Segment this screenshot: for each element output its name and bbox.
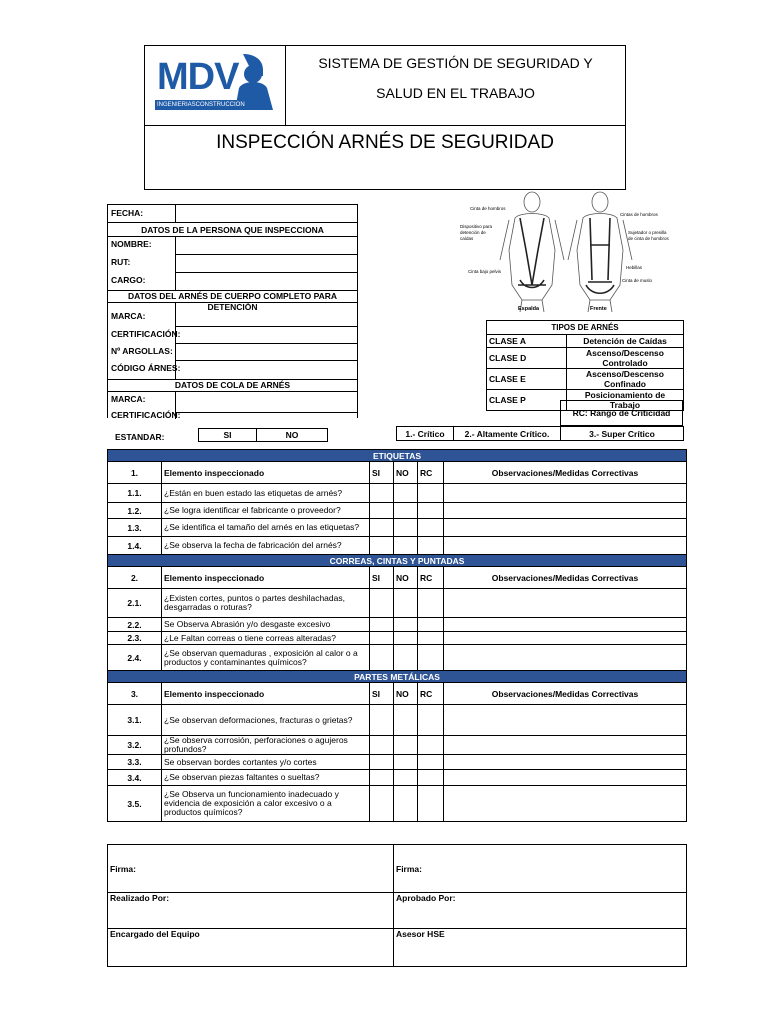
check-no[interactable] (394, 618, 418, 632)
codigo-field[interactable] (175, 361, 357, 379)
check-no[interactable] (394, 632, 418, 645)
check-rc[interactable] (418, 770, 444, 786)
label-cinta-hombros: Cinta de hombros (470, 206, 506, 211)
check-rc[interactable] (418, 537, 444, 555)
certificacion-field[interactable] (175, 327, 357, 344)
estandar-si[interactable]: SI (199, 429, 257, 441)
harness-types-table (486, 320, 684, 411)
observation-field[interactable] (444, 484, 687, 503)
section-header: CORREAS, CINTAS Y PUNTADAS (108, 555, 687, 567)
observation-field[interactable] (444, 645, 687, 671)
check-si[interactable] (370, 484, 394, 503)
check-rc[interactable] (418, 618, 444, 632)
cargo-label: CARGO: (111, 275, 146, 285)
item-number: 2.2. (108, 618, 162, 632)
harness-type-desc: Ascenso/Descenso Controlado (567, 347, 684, 368)
table-row (108, 786, 687, 822)
marca2-label: MARCA: (111, 394, 146, 404)
table-row (108, 645, 687, 671)
table-row (108, 589, 687, 618)
logo-subtext: INGENIERIASCONSTRUCCION (157, 102, 245, 108)
realizado-por[interactable] (108, 893, 394, 929)
certificacion-label: CERTIFICACIÓN: (111, 329, 181, 339)
item-text: ¿Se observan quemaduras , exposición al calor o a productos y contaminantes químicos? (162, 645, 370, 671)
observation-field[interactable] (444, 705, 687, 736)
label-dispositivo: Dispositivo para detención de caídas (460, 224, 493, 241)
aprobado-label: Aprobado Por: (396, 893, 456, 903)
rc-level-3: 3.- Super Crítico (561, 427, 684, 441)
inspector-form (107, 204, 358, 418)
encargado-equipo[interactable] (108, 929, 394, 967)
table-row (108, 537, 687, 555)
check-rc[interactable] (418, 503, 444, 519)
section-number: 3. (108, 683, 162, 705)
check-si[interactable] (370, 786, 394, 822)
item-text: ¿Se observa la fecha de fabricación del arnés? (162, 537, 370, 555)
column-header-row (108, 462, 687, 484)
check-si[interactable] (370, 705, 394, 736)
marca-field[interactable] (175, 303, 357, 327)
label-cinta-pelvis: Cinta bajo pelvis (468, 269, 502, 274)
section-number: 2. (108, 567, 162, 589)
col-no: NO (394, 567, 418, 589)
item-text: ¿Existen cortes, puntos o partes deshilachadas, desgarradas o roturas? (162, 589, 370, 618)
codigo-label: CÓDIGO ÁRNES: (111, 363, 181, 373)
table-row (108, 770, 687, 786)
item-text: ¿Le Faltan correas o tiene correas alteradas? (162, 632, 370, 645)
section-header: ETIQUETAS (108, 450, 687, 462)
fecha-row (108, 205, 357, 223)
harness-header (108, 290, 357, 312)
item-number: 3.2. (108, 736, 162, 755)
table-row (108, 755, 687, 770)
col-elemento: Elemento inspeccionado (162, 683, 370, 705)
check-rc[interactable] (418, 736, 444, 755)
certificacion2-field[interactable] (175, 413, 357, 419)
argollas-label: Nº ARGOLLAS: (111, 346, 173, 356)
realizado-label: Realizado Por: (110, 893, 170, 903)
check-rc[interactable] (418, 645, 444, 671)
check-si[interactable] (370, 755, 394, 770)
check-si[interactable] (370, 645, 394, 671)
signature-table (107, 844, 687, 967)
cargo-field[interactable] (175, 273, 357, 290)
column-header-row (108, 683, 687, 705)
fecha-field[interactable] (175, 205, 357, 222)
document-header (144, 45, 626, 190)
check-si[interactable] (370, 503, 394, 519)
check-no[interactable] (394, 484, 418, 503)
check-si[interactable] (370, 770, 394, 786)
check-no[interactable] (394, 755, 418, 770)
harness-type-class: CLASE A (487, 335, 567, 348)
table-row (108, 519, 687, 537)
table-row (108, 632, 687, 645)
harness-type-class: CLASE P (487, 389, 567, 410)
col-observaciones: Observaciones/Medidas Correctivas (444, 567, 687, 589)
firma-1-label: Firma: (110, 863, 136, 874)
item-number: 3.1. (108, 705, 162, 736)
rut-field[interactable] (175, 255, 357, 273)
rc-levels (396, 426, 684, 441)
observation-field[interactable] (444, 503, 687, 519)
item-number: 1.2. (108, 503, 162, 519)
check-si[interactable] (370, 618, 394, 632)
harness-type-desc: Detención de Caídas (567, 335, 684, 348)
check-si[interactable] (370, 519, 394, 537)
aprobado-por[interactable] (394, 893, 687, 929)
logo-cell (145, 46, 286, 126)
harness-type-row (487, 335, 684, 348)
harness-type-row (487, 347, 684, 368)
item-number: 1.3. (108, 519, 162, 537)
certificacion2-label: CERTIFICACIÓN: (111, 410, 181, 420)
estandar-options (198, 428, 328, 442)
inspector-header-label: DATOS DE LA PERSONA QUE INSPECCIONA (141, 225, 324, 235)
col-si: SI (370, 567, 394, 589)
observation-field[interactable] (444, 618, 687, 632)
check-no[interactable] (394, 645, 418, 671)
check-no[interactable] (394, 503, 418, 519)
col-rc: RC (418, 567, 444, 589)
col-observaciones: Observaciones/Medidas Correctivas (444, 462, 687, 484)
item-text: Se Observa Abrasión y/o desgaste excesivo (162, 618, 370, 632)
check-rc[interactable] (418, 755, 444, 770)
table-row (108, 705, 687, 736)
rc-level-1: 1.- Crítico (397, 427, 454, 441)
section-number: 1. (108, 462, 162, 484)
marca2-field[interactable] (175, 392, 357, 413)
firma-1[interactable] (108, 845, 394, 893)
check-no[interactable] (394, 705, 418, 736)
check-no[interactable] (394, 736, 418, 755)
check-rc[interactable] (418, 786, 444, 822)
item-number: 2.4. (108, 645, 162, 671)
company-logo (155, 52, 273, 110)
rc-title: RC: Rango de Criticidad (560, 400, 683, 426)
harness-type-class: CLASE D (487, 347, 567, 368)
observation-field[interactable] (444, 632, 687, 645)
item-number: 2.1. (108, 589, 162, 618)
document-title: INSPECCIÓN ARNÉS DE SEGURIDAD (216, 132, 554, 153)
inspection-table (107, 449, 687, 822)
table-row (108, 736, 687, 755)
observation-field[interactable] (444, 736, 687, 755)
observation-field[interactable] (444, 755, 687, 770)
item-number: 3.4. (108, 770, 162, 786)
col-rc: RC (418, 683, 444, 705)
check-no[interactable] (394, 770, 418, 786)
col-no: NO (394, 462, 418, 484)
observation-field[interactable] (444, 786, 687, 822)
check-no[interactable] (394, 519, 418, 537)
item-text: ¿Se observa corrosión, perforaciones o agujeros profundos? (162, 736, 370, 755)
observation-field[interactable] (444, 589, 687, 618)
col-no: NO (394, 683, 418, 705)
col-rc: RC (418, 462, 444, 484)
check-no[interactable] (394, 786, 418, 822)
estandar-no[interactable]: NO (285, 430, 299, 440)
item-number: 1.4. (108, 537, 162, 555)
label-espalda: Espalda (518, 306, 540, 312)
check-no[interactable] (394, 537, 418, 555)
item-text: ¿Se observan piezas faltantes o sueltas? (162, 770, 370, 786)
check-si[interactable] (370, 736, 394, 755)
item-number: 3.5. (108, 786, 162, 822)
nombre-field[interactable] (175, 237, 357, 255)
label-cintas-hombros: Cintas de hombros (620, 212, 658, 217)
observation-field[interactable] (444, 519, 687, 537)
check-rc[interactable] (418, 632, 444, 645)
inspector-header (108, 223, 357, 237)
harness-header-label: DATOS DEL ARNÉS DE CUERPO COMPLETO PARA DETENCIÓN (127, 291, 338, 312)
observation-field[interactable] (444, 770, 687, 786)
section-header: PARTES METÁLICAS (108, 671, 687, 683)
estandar-label: ESTANDAR: (115, 432, 165, 442)
check-si[interactable] (370, 632, 394, 645)
table-row (108, 618, 687, 632)
harness-type-row (487, 368, 684, 389)
item-number: 2.3. (108, 632, 162, 645)
firma-2[interactable] (394, 845, 687, 893)
check-no[interactable] (394, 589, 418, 618)
check-rc[interactable] (418, 519, 444, 537)
item-number: 3.3. (108, 755, 162, 770)
item-text: ¿Se identifica el tamaño del arnés en las etiquetas? (162, 519, 370, 537)
col-elemento: Elemento inspeccionado (162, 567, 370, 589)
rut-label: RUT: (111, 257, 131, 267)
item-text: ¿Se observan deformaciones, fracturas o grietas? (162, 705, 370, 736)
label-hebillas: Hebillas (626, 265, 643, 270)
item-text: ¿Se logra identificar el fabricante o proveedor? (162, 503, 370, 519)
col-si: SI (370, 683, 394, 705)
item-text: ¿Se Observa un funcionamiento inadecuado y evidencia de exposición a calor excesivo o a productos químicos? (162, 786, 370, 822)
asesor-hse[interactable] (394, 929, 687, 967)
col-si: SI (370, 462, 394, 484)
rc-level-2: 2.- Altamente Crítico. (454, 427, 561, 441)
harness-diagram (460, 190, 670, 315)
harness-type-desc: Ascenso/Descenso Confinado (567, 368, 684, 389)
label-frente: Frente (590, 306, 607, 312)
marca-label: MARCA: (111, 311, 146, 321)
asesor-label: Asesor HSE (396, 929, 445, 939)
table-row (108, 503, 687, 519)
cola-header-label: DATOS DE COLA DE ARNÉS (174, 380, 291, 390)
logo-text: MDV (157, 56, 239, 98)
table-row (108, 484, 687, 503)
check-rc[interactable] (418, 589, 444, 618)
harness-type-class: CLASE E (487, 368, 567, 389)
system-line-1: SISTEMA DE GESTIÓN DE SEGURIDAD Y (318, 55, 593, 71)
harness-types-header: TIPOS DE ARNÉS (487, 321, 684, 335)
check-rc[interactable] (418, 705, 444, 736)
column-header-row (108, 567, 687, 589)
label-sujetador: Sujetador o presilla de cinta de hombros (628, 230, 669, 241)
check-si[interactable] (370, 537, 394, 555)
observation-field[interactable] (444, 537, 687, 555)
nombre-label: NOMBRE: (111, 239, 152, 249)
cola-header (108, 379, 357, 392)
col-observaciones: Observaciones/Medidas Correctivas (444, 683, 687, 705)
argollas-field[interactable] (175, 344, 357, 361)
col-elemento: Elemento inspeccionado (162, 462, 370, 484)
system-title (286, 46, 625, 126)
item-text: ¿Están en buen estado las etiquetas de arnés? (162, 484, 370, 503)
item-number: 1.1. (108, 484, 162, 503)
encargado-label: Encargado del Equipo (110, 929, 200, 939)
firma-2-label: Firma: (396, 863, 422, 874)
harness-type-desc: Posicionamiento de Trabajo (567, 389, 684, 410)
fecha-label: FECHA: (111, 208, 144, 218)
system-line-2: SALUD EN EL TRABAJO (376, 85, 535, 101)
label-cinta-muslo: Cinta de muslo (622, 278, 653, 283)
check-si[interactable] (370, 589, 394, 618)
item-text: Se observan bordes cortantes y/o cortes (162, 755, 370, 770)
check-rc[interactable] (418, 484, 444, 503)
